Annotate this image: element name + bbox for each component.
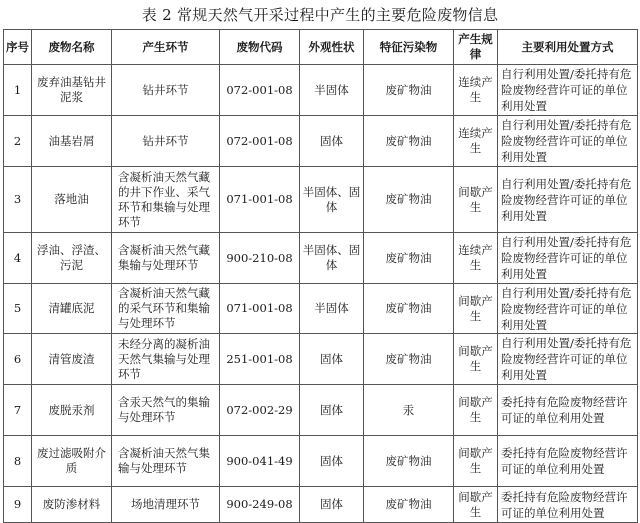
- cell-pattern: 连续产生: [454, 65, 498, 116]
- cell-pattern: 间歇产生: [454, 167, 498, 233]
- cell-pattern: 连续产生: [454, 116, 498, 167]
- cell-disposal: 委托持有危险废物经营许可证的单位利用处置: [498, 436, 638, 487]
- hazardous-waste-table: [3, 29, 638, 523]
- cell-appearance: 固体: [300, 334, 364, 385]
- cell-stage: 含凝析油天然气集输与处理环节: [112, 436, 220, 487]
- cell-stage: 未经分离的凝析油天然气集输与处理环节: [112, 334, 220, 385]
- cell-stage: 钻井环节: [112, 116, 220, 167]
- cell-pollutant: 废矿物油: [364, 116, 454, 167]
- cell-waste-name: 浮油、浮渣、污泥: [32, 233, 112, 284]
- cell-waste-name: 废防渗材料: [32, 487, 112, 523]
- table-row: [4, 436, 638, 487]
- cell-stage: 含凝析油天然气藏集输与处理环节: [112, 233, 220, 284]
- cell-stage: 含凝析油天然气藏的采气环节和集输与处理环节: [112, 284, 220, 334]
- cell-waste-code: 900-210-08: [220, 233, 300, 284]
- cell-no: 8: [4, 436, 32, 487]
- header-pattern: 产生规律: [454, 30, 498, 65]
- cell-appearance: 半固体、固体: [300, 233, 364, 284]
- cell-no: 3: [4, 167, 32, 233]
- header-stage: 产生环节: [112, 30, 220, 65]
- cell-disposal: 自行利用处置/委托持有危险废物经营许可证的单位利用处置: [498, 167, 638, 233]
- cell-pattern: 间歇产生: [454, 284, 498, 334]
- table-row: [4, 167, 638, 233]
- cell-disposal: 自行利用处置/委托持有危险废物经营许可证的单位利用处置: [498, 334, 638, 385]
- header-disposal: 主要利用处置方式: [498, 30, 638, 65]
- table-row: [4, 65, 638, 116]
- cell-no: 4: [4, 233, 32, 284]
- cell-appearance: 半固体、固体: [300, 167, 364, 233]
- cell-disposal: 自行利用处置/委托持有危险废物经营许可证的单位利用处置: [498, 65, 638, 116]
- cell-no: 7: [4, 385, 32, 436]
- cell-disposal: 自行利用处置/委托持有危险废物经营许可证的单位利用处置: [498, 233, 638, 284]
- cell-appearance: 固体: [300, 116, 364, 167]
- cell-stage: 钻井环节: [112, 65, 220, 116]
- cell-pollutant: 废矿物油: [364, 65, 454, 116]
- table-header-row: [4, 30, 638, 65]
- table-caption: 表 2 常规天然气开采过程中产生的主要危险废物信息: [141, 6, 499, 24]
- cell-no: 9: [4, 487, 32, 523]
- cell-appearance: 半固体: [300, 65, 364, 116]
- cell-disposal: 委托持有危险废物经营许可证的单位利用处置: [498, 487, 638, 523]
- cell-appearance: 半固体: [300, 284, 364, 334]
- cell-waste-name: 废脱汞剂: [32, 385, 112, 436]
- table-row: [4, 385, 638, 436]
- cell-waste-name: 落地油: [32, 167, 112, 233]
- cell-waste-code: 072-002-29: [220, 385, 300, 436]
- cell-pollutant: 废矿物油: [364, 487, 454, 523]
- table-row: [4, 233, 638, 284]
- cell-pollutant: 废矿物油: [364, 334, 454, 385]
- cell-waste-code: 900-249-08: [220, 487, 300, 523]
- cell-pollutant: 废矿物油: [364, 233, 454, 284]
- header-waste-name: 废物名称: [32, 30, 112, 65]
- cell-pattern: 间歇产生: [454, 436, 498, 487]
- header-no: 序号: [4, 30, 32, 65]
- cell-pollutant: 汞: [364, 385, 454, 436]
- cell-disposal: 自行利用处置/委托持有危险废物经营许可证的单位利用处置: [498, 284, 638, 334]
- cell-pollutant: 废矿物油: [364, 167, 454, 233]
- cell-pattern: 间歇产生: [454, 385, 498, 436]
- cell-disposal: 自行利用处置/委托持有危险废物经营许可证的单位利用处置: [498, 116, 638, 167]
- cell-stage: 场地清理环节: [112, 487, 220, 523]
- cell-stage: 含凝析油天然气藏的井下作业、采气环节和集输与处理环节: [112, 167, 220, 233]
- cell-no: 1: [4, 65, 32, 116]
- cell-waste-name: 油基岩屑: [32, 116, 112, 167]
- table-row: [4, 334, 638, 385]
- cell-appearance: 固体: [300, 487, 364, 523]
- cell-disposal: 委托持有危险废物经营许可证的单位利用处置: [498, 385, 638, 436]
- table-row: [4, 284, 638, 334]
- cell-waste-code: 072-001-08: [220, 116, 300, 167]
- cell-waste-name: 清罐底泥: [32, 284, 112, 334]
- cell-pattern: 间歇产生: [454, 487, 498, 523]
- cell-no: 6: [4, 334, 32, 385]
- cell-waste-name: 废弃油基钻井泥浆: [32, 65, 112, 116]
- cell-pattern: 连续产生: [454, 233, 498, 284]
- table-row: [4, 116, 638, 167]
- cell-waste-name: 清管废渣: [32, 334, 112, 385]
- cell-waste-code: 251-001-08: [220, 334, 300, 385]
- cell-appearance: 固体: [300, 436, 364, 487]
- cell-waste-code: 071-001-08: [220, 284, 300, 334]
- header-pollutant: 特征污染物: [364, 30, 454, 65]
- cell-waste-code: 900-041-49: [220, 436, 300, 487]
- table-row: [4, 487, 638, 523]
- header-appearance: 外观性状: [300, 30, 364, 65]
- cell-appearance: 固体: [300, 385, 364, 436]
- cell-no: 2: [4, 116, 32, 167]
- cell-waste-code: 072-001-08: [220, 65, 300, 116]
- cell-stage: 含汞天然气的集输与处理环节: [112, 385, 220, 436]
- cell-pattern: 间歇产生: [454, 334, 498, 385]
- cell-waste-code: 071-001-08: [220, 167, 300, 233]
- cell-no: 5: [4, 284, 32, 334]
- cell-pollutant: 废矿物油: [364, 284, 454, 334]
- cell-pollutant: 废矿物油: [364, 436, 454, 487]
- header-waste-code: 废物代码: [220, 30, 300, 65]
- cell-waste-name: 废过滤吸附介质: [32, 436, 112, 487]
